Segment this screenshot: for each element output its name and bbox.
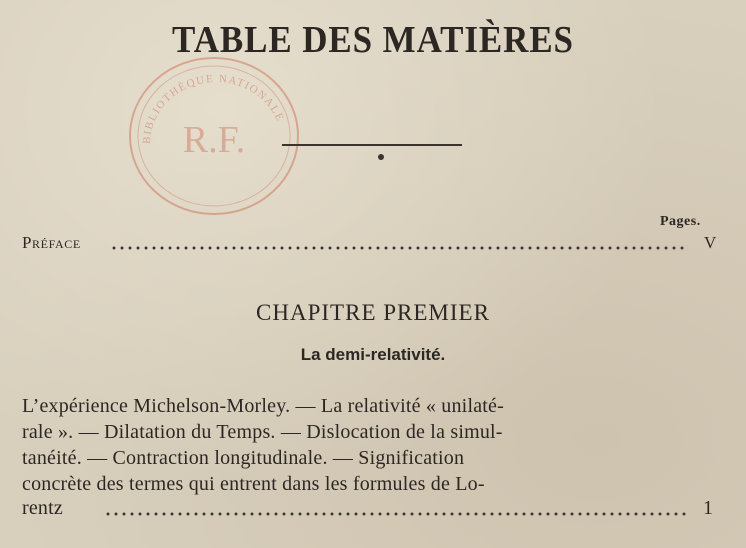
toc-preface-label: Préface	[22, 233, 81, 252]
toc-entry-line: concrète des termes qui entrent dans les formules de Lo-	[22, 473, 485, 495]
toc-entry-line: rale ». — Dilatation du Temps. — Dislocation de la simul-	[22, 421, 503, 443]
toc-preface-page: V	[704, 233, 717, 252]
toc-entry-page: 1	[703, 497, 713, 519]
chapter-subtitle: La demi-relativité.	[300, 345, 446, 364]
toc-entry-line: rentz	[22, 497, 63, 519]
toc-preface-leader	[110, 246, 688, 250]
library-stamp	[122, 48, 306, 218]
chapter-heading: CHAPITRE PREMIER	[256, 300, 490, 325]
pages-column-label: Pages.	[660, 214, 701, 229]
ornament-dot	[378, 154, 384, 160]
toc-entry-leader	[104, 512, 690, 516]
stamp-monogram: R.F.	[182, 119, 246, 161]
stamp-text: BIBLIOTHÈQUE NATIONALE	[140, 72, 287, 145]
page-title: TABLE DES MATIÈRES	[172, 19, 574, 61]
toc-entry-line: tanéité. — Contraction longitudinale. — Signification	[22, 447, 465, 469]
toc-entry-line: L’expérience Michelson-Morley. — La relativité « unilaté-	[22, 395, 504, 417]
title-rule	[282, 144, 462, 146]
